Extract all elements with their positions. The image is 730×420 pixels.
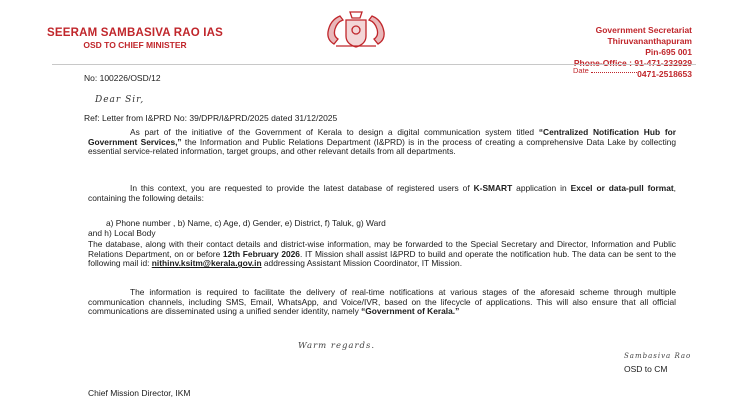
paragraph-3 <box>88 240 676 269</box>
letterhead-divider <box>52 64 696 65</box>
reference-letter: Ref: Letter from I&PRD No: 39/DPR/I&PRD/2025 dated 31/12/2025 <box>84 113 338 123</box>
paragraph-1 <box>88 128 676 157</box>
p2-text-c: application in <box>512 183 571 193</box>
p1-title: “Centralized Notification Hub for Government Services,” <box>88 127 677 147</box>
p3-deadline: 12th February 2026 <box>222 248 300 259</box>
addressee: Chief Mission Director, IKM <box>88 388 191 398</box>
fields-list-line-1: a) Phone number , b) Name, c) Age, d) Gender, e) District, f) Taluk, g) Ward <box>106 218 386 228</box>
sender-role: OSD TO CHIEF MINISTER <box>83 40 187 50</box>
p2-text-e: , containing the following details: <box>88 183 676 203</box>
office-city: Thiruvananthapuram <box>607 36 692 46</box>
date-blank <box>591 72 637 73</box>
p1-text-a: As part of the initiative of the Government of Kerala to design a digital communication system titled <box>130 127 539 137</box>
closing-remark: Warm regards. <box>298 341 376 351</box>
paragraph-4 <box>88 288 676 317</box>
p2-app-name: K-SMART <box>473 183 513 193</box>
office-pin: Pin-695 001 <box>645 47 692 57</box>
signature: Sambasiva Rao <box>624 352 692 360</box>
reference-number: No: 100226/OSD/12 <box>84 73 161 83</box>
office-phone: Phone-Office : 91-471-232929 <box>573 58 692 68</box>
fields-list <box>88 219 658 238</box>
p1-text-c: the Information and Public Relations Department (I&PRD) is in the process of creating a comprehensive Data Lake by collecting essential service-related information, target groups, and other relevant details from all departments. <box>88 136 676 157</box>
p4-text-a: The information is required to facilitate the delivery of real-time notifications at various stages of the aforesaid scheme through multiple communication channels, including SMS, Email, WhatsApp, and Voice/IVR, based on the lifecycle of applications. This will also ensure that all official communications are disseminated using a unified sender identity, namely <box>88 287 676 317</box>
paragraph-2 <box>88 184 676 203</box>
date-label: Date <box>573 66 589 75</box>
office-name: Government Secretariat <box>595 25 692 35</box>
email-link[interactable]: nithinv.ksitm@kerala.gov.in <box>151 258 262 269</box>
fields-list-line-2: and h) Local Body <box>88 227 156 238</box>
p3-text-c: . IT Mission shall assist I&PRD to build and operate the notification hub. The data can be sent to the following mail id: <box>88 248 676 269</box>
p3-text-a: The database, along with their contact details and district-wise information, may be forwarded to the Special Secretary and Director, Information and Public Relations Department, on or before <box>88 239 676 259</box>
signatory-role: OSD to CM <box>624 364 668 374</box>
date-field <box>573 66 637 75</box>
p2-format: Excel or data-pull format <box>570 183 674 193</box>
sender-name: SEERAM SAMBASIVA RAO IAS <box>47 27 224 39</box>
p4-sender-identity: “Government of Kerala.” <box>361 306 460 317</box>
p2-text-a: In this context, you are requested to provide the latest database of registered users of <box>130 183 474 193</box>
office-phone-alt: 0471-2518653 <box>637 69 692 79</box>
salutation: Dear Sir, <box>95 95 145 105</box>
p3-text-e: addressing Assistant Mission Coordinator, IT Mission. <box>261 258 463 269</box>
kerala-emblem-icon <box>306 8 406 50</box>
letterhead-sender <box>47 27 223 50</box>
